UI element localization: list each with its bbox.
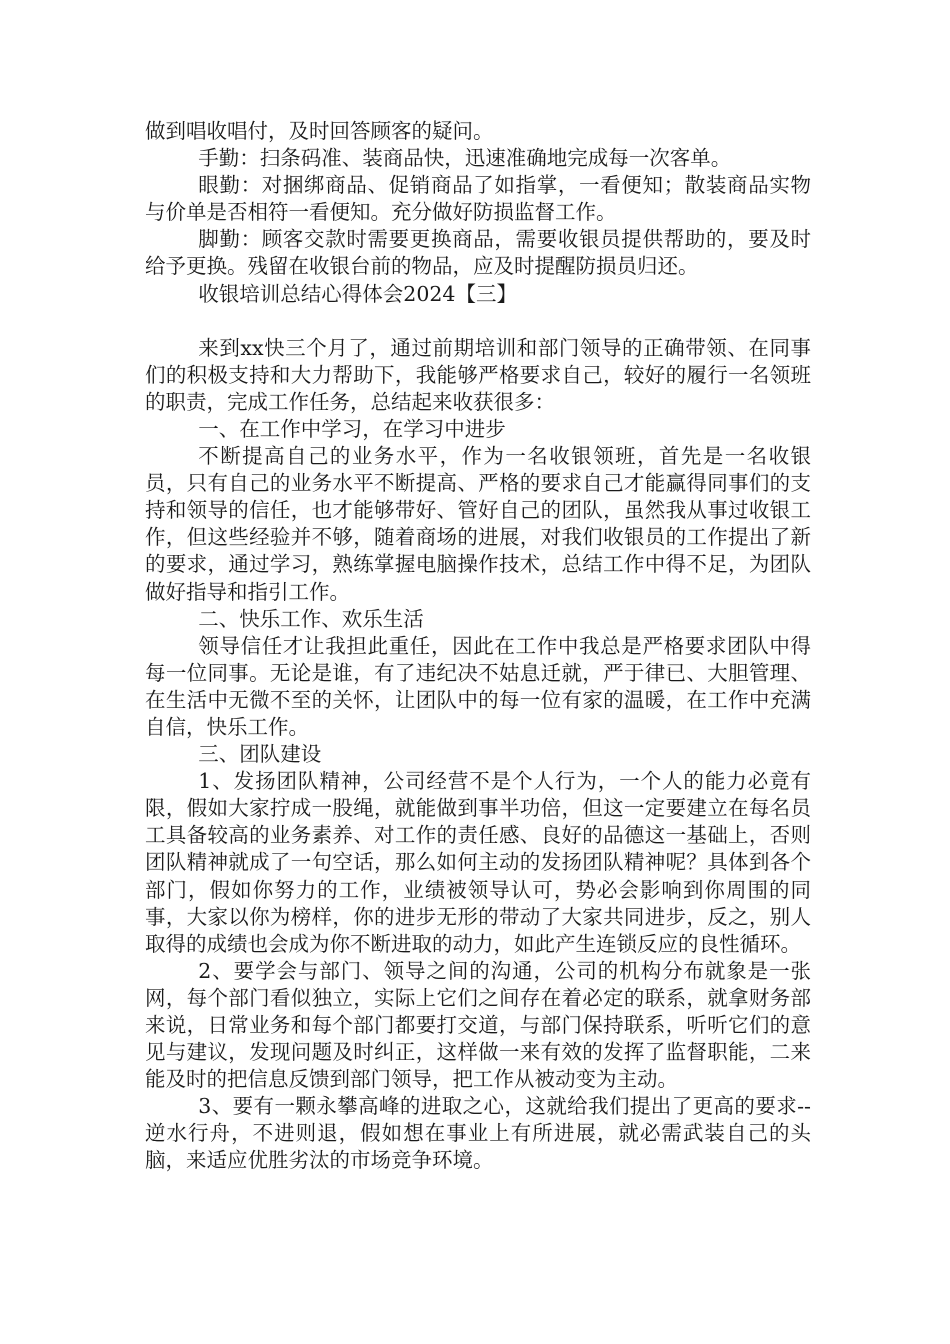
heading-happy-work: 二、快乐工作、欢乐生活 — [198, 606, 424, 631]
heading-learning: 一、在工作中学习，在学习中进步 — [198, 416, 506, 441]
paragraph-happy-work: 领导信任才让我担此重任，因此在工作中我总是严格要求团队中得每一位同事。无论是谁，有了违纪决不姑息迁就，严于律已、大胆管理、在生活中无微不至的关怀，让团队中的每一位有家的温暖，在工作中充满自信，快乐工作。 — [145, 633, 811, 739]
paragraph-1: 做到唱收唱付，及时回答顾客的疑问。 — [145, 119, 494, 143]
paragraph-foot-diligence: 脚勤：顾客交款时需要更换商品，需要收银员提供帮助的，要及时给予更换。残留在收银台前的物品，应及时提醒防损员归还。 — [145, 227, 811, 279]
paragraph-intro: 来到xx快三个月了，通过前期培训和部门领导的正确带领、在同事们的积极支持和大力帮助下，我能够严格要求自己，较好的履行一名领班的职责，完成工作任务，总结起来收获很多： — [145, 335, 811, 414]
blank-line — [145, 308, 811, 335]
paragraph-communication: 2、要学会与部门、领导之间的沟通，公司的机构分布就象是一张网，每个部门看似独立，实际上它们之间存在着必定的联系，就拿财务部来说，日常业务和每个部门都要打交道，与部门保持联系，听听它们的意见与建议，发现问题及时纠正，这样做一来有效的发挥了监督职能，二来能及时的把信息反馈到部门领导，把工作从被动变为主动。 — [145, 958, 811, 1092]
section-title: 收银培训总结心得体会2024【三】 — [198, 281, 517, 306]
paragraph-team-spirit: 1、发扬团队精神，公司经营不是个人行为，一个人的能力必竟有限，假如大家拧成一股绳，就能做到事半功倍，但这一定要建立在每名员工具备较高的业务素养、对工作的责任感、良好的品德这一基础上，否则团队精神就成了一句空话，那么如何主动的发扬团队精神呢？具体到各个部门，假如你努力的工作，业绩被领导认可，势必会影响到你周围的同事，大家以你为榜样，你的进步无形的带动了大家共同进步，反之，别人取得的成绩也会成为你不断进取的动力，如此产生连锁反应的良性循环。 — [145, 769, 811, 956]
paragraph-learning: 不断提高自己的业务水平，作为一名收银领班，首先是一名收银员，只有自己的业务水平不断提高、严格的要求自己才能赢得同事们的支持和领导的信任，也才能够带好、管好自己的团队，虽然我从事过收银工作，但这些经验并不够，随着商场的进展，对我们收银员的工作提出了新的要求，通过学习，熟练掌握电脑操作技术，总结工作中得不足，为团队做好指导和指引工作。 — [145, 444, 811, 604]
paragraph-progress: 3、要有一颗永攀高峰的进取之心，这就给我们提出了更高的要求--逆水行舟，不进则退，假如想在事业上有所进展，就必需武装自己的头脑，来适应优胜劣汰的市场竞争环境。 — [145, 1094, 811, 1173]
paragraph-eye-diligence: 眼勤：对捆绑商品、促销商品了如指掌，一看便知；散装商品实物与价单是否相符一看便知。充分做好防损监督工作。 — [145, 173, 811, 225]
document-body — [145, 118, 811, 1175]
heading-team-building: 三、团队建设 — [198, 742, 322, 767]
paragraph-hand-diligence: 手勤：扫条码准、装商品快，迅速准确地完成每一次客单。 — [198, 146, 732, 171]
